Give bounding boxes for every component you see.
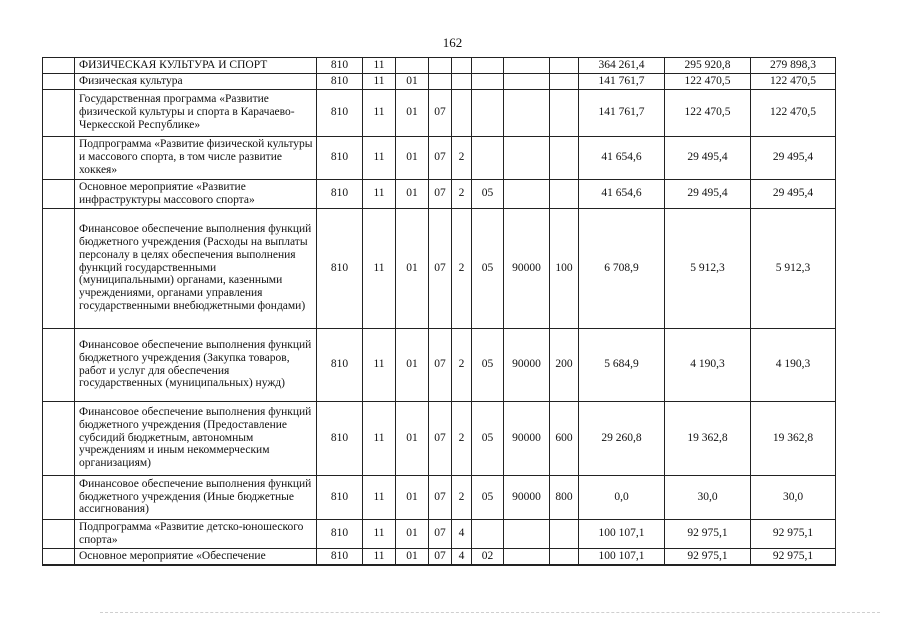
row-expense-type: 800: [550, 475, 579, 519]
row-event: 05: [472, 401, 504, 475]
row-section: 11: [363, 73, 396, 89]
row-blank-cell: [43, 136, 75, 179]
row-name: Подпрограмма «Развитие физической культуры и массового спорта, в том числе развитие хоккея»: [75, 136, 317, 179]
row-expense-type: [550, 58, 579, 74]
row-subprogram: 2: [452, 136, 472, 179]
row-section: 11: [363, 519, 396, 548]
row-blank-cell: [43, 328, 75, 401]
row-program: 07: [429, 475, 452, 519]
table-row: [43, 73, 836, 89]
row-event: [472, 519, 504, 548]
row-admin-code: 810: [317, 519, 363, 548]
row-name: Подпрограмма «Развитие детско-юношеского спорта»: [75, 519, 317, 548]
row-name: Финансовое обеспечение выполнения функций бюджетного учреждения (Расходы на выплаты персоналу в целях обеспечения выполнения функций государственными (муниципальными) органами, казенными учреждениями, органами управления государственными внебюджетными фондами): [75, 208, 317, 328]
row-subsection: [396, 58, 429, 74]
row-sum-year-3: 29 495,4: [751, 136, 836, 179]
row-admin-code: 810: [317, 136, 363, 179]
row-name: ФИЗИЧЕСКАЯ КУЛЬТУРА И СПОРТ: [75, 58, 317, 74]
table-row: [43, 58, 836, 74]
row-section: 11: [363, 208, 396, 328]
row-blank-cell: [43, 73, 75, 89]
row-event: [472, 58, 504, 74]
row-expense-type: [550, 73, 579, 89]
row-name: Финансовое обеспечение выполнения функций бюджетного учреждения (Предоставление субсидий бюджетным, автономным учреждениям и иным некоммерческим организациям): [75, 401, 317, 475]
row-event: 05: [472, 179, 504, 208]
row-admin-code: 810: [317, 328, 363, 401]
row-section: 11: [363, 328, 396, 401]
row-blank-cell: [43, 548, 75, 565]
row-subprogram: 4: [452, 548, 472, 565]
row-sum-year-2: 92 975,1: [665, 548, 751, 565]
row-section: 11: [363, 475, 396, 519]
table-row: [43, 475, 836, 519]
row-program: 07: [429, 136, 452, 179]
row-section: 11: [363, 136, 396, 179]
row-program: 07: [429, 328, 452, 401]
budget-table: [42, 57, 836, 566]
row-direction: 90000: [504, 475, 550, 519]
row-event: 05: [472, 208, 504, 328]
row-subsection: 01: [396, 208, 429, 328]
row-program: 07: [429, 179, 452, 208]
table-row: [43, 89, 836, 136]
row-direction: [504, 548, 550, 565]
row-event: [472, 73, 504, 89]
row-blank-cell: [43, 401, 75, 475]
row-event: 02: [472, 548, 504, 565]
row-sum-year-2: 122 470,5: [665, 73, 751, 89]
row-subprogram: 2: [452, 179, 472, 208]
row-sum-year-3: 30,0: [751, 475, 836, 519]
row-expense-type: [550, 136, 579, 179]
row-section: 11: [363, 401, 396, 475]
table-row: [43, 519, 836, 548]
row-sum-year-2: 5 912,3: [665, 208, 751, 328]
row-event: [472, 89, 504, 136]
row-subprogram: 4: [452, 519, 472, 548]
row-sum-year-3: 122 470,5: [751, 73, 836, 89]
row-event: 05: [472, 475, 504, 519]
row-program: 07: [429, 548, 452, 565]
row-program: [429, 73, 452, 89]
row-blank-cell: [43, 208, 75, 328]
row-direction: [504, 136, 550, 179]
row-sum-year-3: 92 975,1: [751, 519, 836, 548]
row-name: Государственная программа «Развитие физической культуры и спорта в Карачаево-Черкесской Республике»: [75, 89, 317, 136]
row-sum-year-1: 141 761,7: [579, 89, 665, 136]
row-direction: [504, 89, 550, 136]
row-program: 07: [429, 519, 452, 548]
row-subsection: 01: [396, 519, 429, 548]
table-row: [43, 401, 836, 475]
row-event: 05: [472, 328, 504, 401]
row-subsection: 01: [396, 179, 429, 208]
row-subsection: 01: [396, 136, 429, 179]
row-subprogram: 2: [452, 208, 472, 328]
row-blank-cell: [43, 475, 75, 519]
row-section: 11: [363, 89, 396, 136]
row-expense-type: 100: [550, 208, 579, 328]
row-section: 11: [363, 548, 396, 565]
row-program: 07: [429, 208, 452, 328]
row-event: [472, 136, 504, 179]
row-subprogram: [452, 73, 472, 89]
row-blank-cell: [43, 179, 75, 208]
row-sum-year-2: 19 362,8: [665, 401, 751, 475]
row-admin-code: 810: [317, 401, 363, 475]
row-admin-code: 810: [317, 179, 363, 208]
row-expense-type: [550, 519, 579, 548]
row-direction: 90000: [504, 401, 550, 475]
row-section: 11: [363, 58, 396, 74]
row-section: 11: [363, 179, 396, 208]
row-admin-code: 810: [317, 58, 363, 74]
row-sum-year-3: 5 912,3: [751, 208, 836, 328]
row-program: 07: [429, 401, 452, 475]
table-row: [43, 179, 836, 208]
row-sum-year-2: 30,0: [665, 475, 751, 519]
row-program: 07: [429, 89, 452, 136]
table-row: [43, 328, 836, 401]
row-sum-year-2: 29 495,4: [665, 179, 751, 208]
row-direction: [504, 179, 550, 208]
row-subsection: 01: [396, 475, 429, 519]
row-sum-year-2: 122 470,5: [665, 89, 751, 136]
row-sum-year-1: 5 684,9: [579, 328, 665, 401]
row-program: [429, 58, 452, 74]
row-sum-year-1: 141 761,7: [579, 73, 665, 89]
row-blank-cell: [43, 58, 75, 74]
row-admin-code: 810: [317, 89, 363, 136]
row-subprogram: 2: [452, 475, 472, 519]
row-sum-year-3: 122 470,5: [751, 89, 836, 136]
row-subprogram: 2: [452, 401, 472, 475]
row-sum-year-1: 0,0: [579, 475, 665, 519]
row-sum-year-1: 29 260,8: [579, 401, 665, 475]
table-body: [43, 58, 836, 566]
row-direction: [504, 519, 550, 548]
row-subprogram: [452, 58, 472, 74]
row-blank-cell: [43, 519, 75, 548]
row-subsection: 01: [396, 89, 429, 136]
row-name: Физическая культура: [75, 73, 317, 89]
row-subsection: 01: [396, 73, 429, 89]
row-expense-type: [550, 548, 579, 565]
row-sum-year-2: 29 495,4: [665, 136, 751, 179]
row-sum-year-1: 364 261,4: [579, 58, 665, 74]
row-expense-type: 200: [550, 328, 579, 401]
row-sum-year-1: 100 107,1: [579, 519, 665, 548]
row-sum-year-1: 100 107,1: [579, 548, 665, 565]
row-direction: 90000: [504, 208, 550, 328]
row-sum-year-2: 4 190,3: [665, 328, 751, 401]
row-subprogram: 2: [452, 328, 472, 401]
row-sum-year-2: 92 975,1: [665, 519, 751, 548]
row-blank-cell: [43, 89, 75, 136]
row-sum-year-3: 92 975,1: [751, 548, 836, 565]
row-sum-year-1: 41 654,6: [579, 136, 665, 179]
row-sum-year-3: 4 190,3: [751, 328, 836, 401]
row-admin-code: 810: [317, 475, 363, 519]
row-sum-year-3: 29 495,4: [751, 179, 836, 208]
row-admin-code: 810: [317, 548, 363, 565]
row-sum-year-3: 279 898,3: [751, 58, 836, 74]
row-subsection: 01: [396, 548, 429, 565]
row-sum-year-1: 6 708,9: [579, 208, 665, 328]
row-expense-type: [550, 179, 579, 208]
row-subsection: 01: [396, 328, 429, 401]
row-name: Основное мероприятие «Развитие инфраструктуры массового спорта»: [75, 179, 317, 208]
row-expense-type: [550, 89, 579, 136]
row-expense-type: 600: [550, 401, 579, 475]
row-name: Основное мероприятие «Обеспечение: [75, 548, 317, 565]
row-admin-code: 810: [317, 208, 363, 328]
row-sum-year-3: 19 362,8: [751, 401, 836, 475]
row-subprogram: [452, 89, 472, 136]
page-number: 162: [442, 35, 463, 50]
row-name: Финансовое обеспечение выполнения функций бюджетного учреждения (Закупка товаров, работ и услуг для обеспечения государственных (муниципальных) нужд): [75, 328, 317, 401]
row-sum-year-1: 41 654,6: [579, 179, 665, 208]
row-sum-year-2: 295 920,8: [665, 58, 751, 74]
row-admin-code: 810: [317, 73, 363, 89]
table-row: [43, 208, 836, 328]
row-direction: 90000: [504, 328, 550, 401]
row-direction: [504, 58, 550, 74]
row-name: Финансовое обеспечение выполнения функций бюджетного учреждения (Иные бюджетные ассигнования): [75, 475, 317, 519]
row-subsection: 01: [396, 401, 429, 475]
table-row: [43, 548, 836, 565]
table-row: [43, 136, 836, 179]
scan-edge-line: [100, 612, 880, 613]
row-direction: [504, 73, 550, 89]
